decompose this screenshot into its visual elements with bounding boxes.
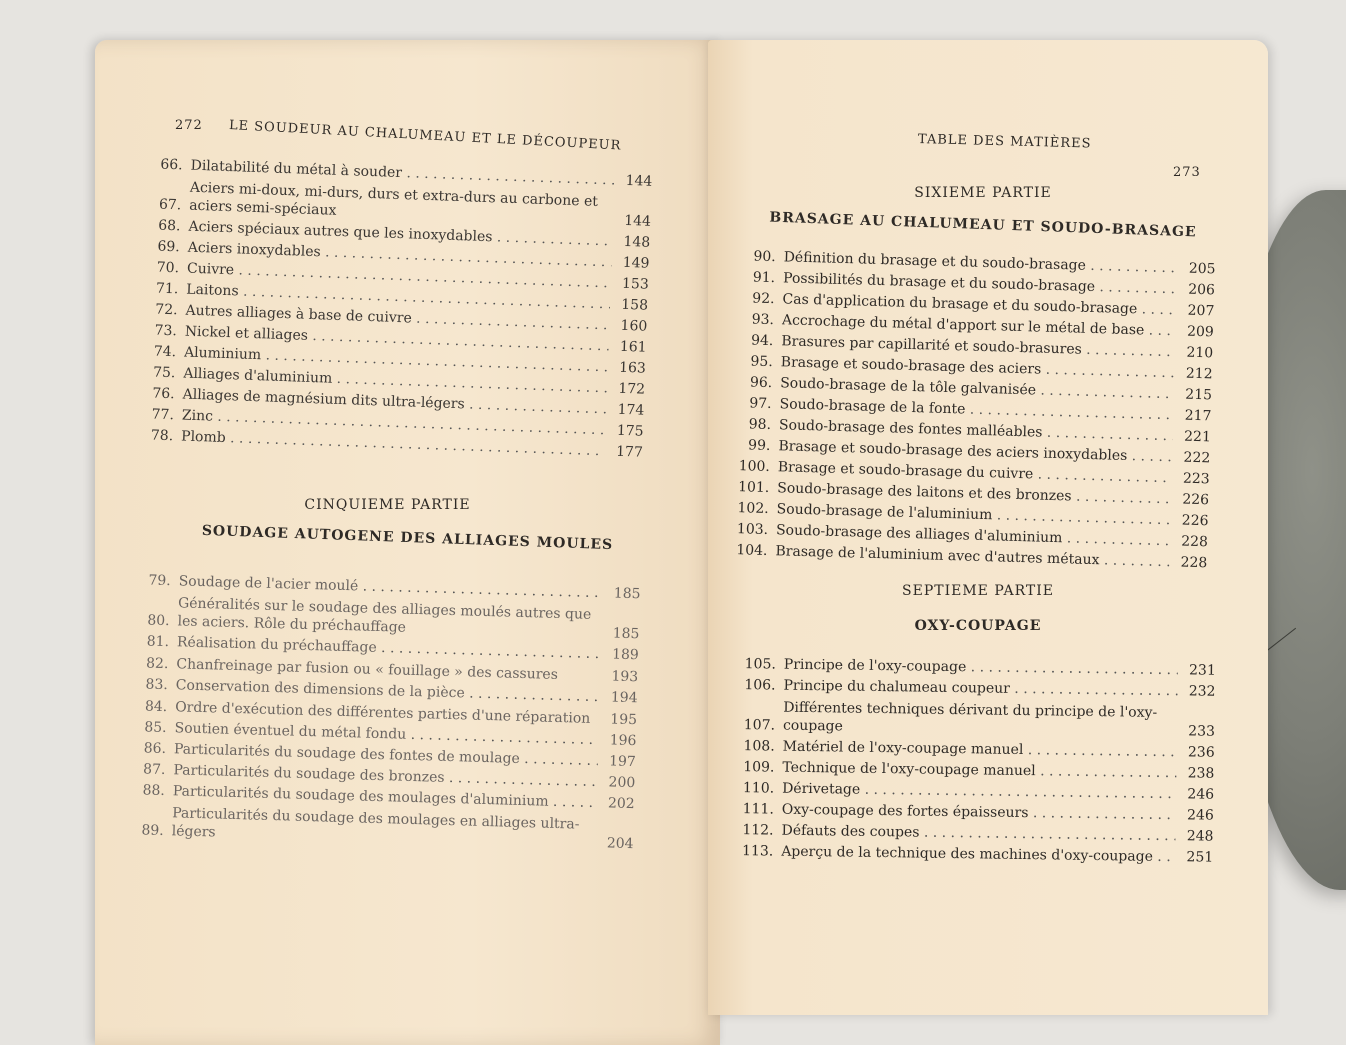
toc-entry-title: Ordre d'exécution des différentes parties d'une réparation	[174, 699, 591, 727]
toc-entry-page: 200	[608, 774, 636, 792]
toc-entry-number: 79.	[148, 572, 171, 590]
toc-entry-number: 75.	[152, 364, 176, 382]
toc-entry-number: 109.	[743, 759, 775, 776]
toc-entry-title: Matériel de l'oxy-coupage manuel . . .	[783, 737, 1177, 763]
toc-entry-page: 210	[1186, 344, 1214, 362]
toc-entry-title: Soutien éventuel du métal fondu . . .	[174, 718, 598, 751]
toc-entry-number: 106.	[744, 677, 776, 694]
toc-entry-title: Zinc . . .	[182, 406, 606, 442]
toc-entry-number: 96.	[749, 374, 773, 392]
toc-entry-page: 189	[611, 646, 640, 664]
toc-entry-title: Accrochage du métal d'apport sur le métal de base . . .	[782, 310, 1176, 342]
toc-entry-page: 228	[1180, 554, 1208, 572]
toc-entry-page: 196	[609, 732, 637, 750]
toc-entry-number: 97.	[749, 395, 772, 413]
toc-entry-number: 111.	[742, 801, 774, 818]
toc-entry-page: 251	[1186, 849, 1214, 866]
right-part-label: SIXIEME PARTIE	[914, 185, 1052, 201]
toc-entry-title: Particularités du soudage des fontes de moulage . . .	[174, 739, 598, 772]
toc-entry-title: Soudo-brasage des fontes malléables . . .	[779, 415, 1173, 447]
toc-entry-title: Alliages d'aluminium . . .	[183, 364, 607, 400]
toc-entry-page: 177	[615, 443, 644, 461]
toc-entry-number: 71.	[155, 280, 179, 298]
toc-entry-page: 233	[1188, 723, 1216, 740]
toc-entry-title: Dérivetage . . .	[782, 779, 1176, 805]
toc-entry-number: 69.	[157, 238, 181, 256]
toc-entry-page: 246	[1186, 807, 1214, 824]
toc-entry-title: Dilatabilité du métal à souder . . .	[190, 156, 614, 192]
toc-entry-page: 206	[1188, 281, 1216, 299]
toc-entry-number: 110.	[742, 780, 775, 797]
toc-entry-title: Possibilités du brasage et du soudo-brasage . . .	[783, 268, 1177, 300]
toc-entry-page: 205	[1188, 260, 1216, 278]
toc-entry-page: 175	[616, 422, 644, 440]
toc-entry-title: Laitons . . .	[186, 280, 610, 316]
toc-entry-title: Plomb . . .	[181, 427, 605, 463]
toc-entry-title: Réalisation du préchauffage . . .	[177, 632, 601, 665]
toc-entry-page: 207	[1187, 302, 1215, 320]
toc-entry-page: 202	[607, 795, 635, 813]
toc-entry-page: 226	[1182, 491, 1210, 509]
toc-entry-title: Principe de l'oxy-coupage . . .	[784, 655, 1178, 681]
toc-entry-number: 87.	[142, 761, 166, 779]
toc-entry-title: Différentes techniques dérivant du principe de l'oxy-coupage	[782, 699, 1158, 735]
toc-entry-page: 221	[1183, 428, 1212, 446]
toc-entry-title: Soudo-brasage de l'aluminium . . .	[776, 499, 1170, 531]
toc-entry-number: 81.	[146, 633, 170, 651]
toc-entry-title: Soudo-brasage de la fonte . . .	[779, 394, 1173, 426]
toc-entry-page: 231	[1188, 662, 1216, 679]
toc-entry-page: 223	[1182, 470, 1210, 488]
toc-entry-number: 104.	[736, 542, 768, 559]
toc-entry-title: Brasage et soudo-brasage du cuivre . . .	[778, 457, 1172, 489]
toc-entry-title: Cuivre . . .	[187, 259, 611, 295]
toc-entry-number: 100.	[738, 458, 771, 476]
toc-entry-page: 185	[612, 625, 640, 643]
toc-entry-page: 209	[1186, 323, 1214, 341]
left-part-label: CINQUIEME PARTIE	[304, 497, 471, 513]
toc-entry-title: Principe du chalumeau coupeur . . .	[783, 676, 1177, 702]
toc-entry-title: Chanfreinage par fusion ou « fouillage » des cassures	[176, 656, 559, 683]
left-toc-bottom	[123, 570, 640, 855]
toc-entry-page: 172	[618, 380, 646, 398]
toc-entry-number: 107.	[743, 717, 776, 734]
toc-entry-page: 161	[619, 338, 647, 356]
toc-entry-number: 89.	[141, 822, 164, 840]
toc-entry-title: Aperçu de la technique des machines d'oxy-coupage . . .	[781, 842, 1175, 868]
toc-entry-number: 105.	[744, 656, 776, 673]
left-page-number: 272	[175, 118, 203, 133]
toc-entry-page: 215	[1185, 386, 1213, 404]
toc-entry-page: 195	[610, 711, 638, 729]
toc-entry-page: 204	[606, 835, 634, 853]
toc-entry-title: Aciers spéciaux autres que les inoxydables . . .	[188, 217, 612, 253]
toc-entry-title: Cas d'application du brasage et du soudo-brasage . . .	[782, 289, 1176, 321]
toc-entry-page: 174	[617, 401, 645, 419]
toc-entry-number: 78.	[150, 427, 174, 445]
toc-entry-page: 222	[1183, 449, 1211, 467]
right-running-head: TABLE DES MATIÈRES	[917, 132, 1092, 152]
right-toc-bottom	[733, 654, 1216, 869]
toc-entry-title: Aluminium . . .	[184, 343, 608, 379]
toc-entry-number: 83.	[145, 676, 169, 694]
toc-entry-page: 217	[1184, 407, 1212, 425]
toc-entry-page: 153	[621, 275, 650, 293]
toc-entry-title: Particularités du soudage des bronzes . . .	[173, 760, 597, 793]
toc-entry-title: Soudo-brasage de la tôle galvanisée . . .	[780, 373, 1174, 405]
toc-entry-title: Définition du brasage et du soudo-brasage . . .	[783, 247, 1177, 279]
toc-entry-number: 94.	[750, 332, 774, 350]
toc-entry-number: 72.	[155, 301, 178, 319]
toc-entry-page: 246	[1187, 786, 1215, 803]
toc-entry-number: 84.	[144, 698, 168, 716]
toc-entry-page: 238	[1187, 765, 1215, 782]
toc-entry-title: Autres alliages à base de cuivre . . .	[185, 301, 609, 337]
toc-entry-page: 226	[1181, 512, 1209, 530]
left-page	[95, 40, 720, 1045]
right-page	[708, 40, 1268, 1015]
toc-entry-number: 70.	[156, 259, 180, 277]
toc-entry-title: Brasage de l'aluminium avec d'autres métaux . . .	[775, 541, 1169, 573]
toc-entry-title: Aciers mi-doux, mi-durs, durs et extra-durs au carbone et aciers semi-spéciaux	[188, 179, 599, 219]
toc-entry-title: Technique de l'oxy-coupage manuel . . .	[782, 758, 1176, 784]
toc-entry-title: Particularités du soudage des moulages en alliages ultra-légers	[171, 805, 580, 841]
toc-entry-page: 197	[608, 753, 637, 771]
toc-entry-page: 228	[1180, 533, 1209, 551]
toc-entry-number: 80.	[147, 612, 170, 630]
right-toc-top	[727, 246, 1216, 574]
right-part2-heading: OXY-COUPAGE	[914, 618, 1042, 634]
toc-entry-number: 113.	[741, 843, 774, 860]
toc-entry-page: 160	[620, 317, 648, 335]
toc-entry-page: 163	[618, 359, 647, 377]
toc-entry-number: 93.	[751, 311, 775, 329]
toc-entry-page: 194	[610, 689, 638, 707]
toc-entry-number: 76.	[152, 385, 175, 403]
toc-entry-page: 193	[611, 668, 639, 686]
toc-entry-number: 68.	[157, 217, 181, 235]
toc-entry-number: 91.	[752, 269, 776, 287]
toc-entry-number: 67.	[158, 196, 182, 214]
right-part2-label: SEPTIEME PARTIE	[902, 583, 1054, 599]
toc-entry-number: 92.	[752, 290, 775, 308]
toc-entry-page: 149	[622, 254, 650, 272]
toc-entry-title: Brasures par capillarité et soudo-brasures . . .	[781, 331, 1175, 363]
toc-entry-title: Soudo-brasage des alliages d'aluminium . . .	[776, 520, 1170, 552]
toc-entry-title: Nickel et alliages . . .	[184, 322, 608, 358]
toc-entry-number: 95.	[750, 353, 773, 371]
toc-entry-title: Oxy-coupage des fortes épaisseurs . . .	[782, 800, 1176, 826]
toc-entry-title: Soudage de l'acier moulé . . .	[178, 571, 602, 604]
toc-entry-title: Conservation des dimensions de la pièce . . .	[175, 675, 599, 708]
toc-entry-number: 82.	[145, 655, 169, 673]
toc-entry-number: 88.	[142, 782, 166, 800]
toc-entry-title: Alliages de magnésium dits ultra-légers . . .	[182, 385, 606, 421]
toc-entry-number: 103.	[736, 521, 769, 539]
toc-entry-number: 85.	[144, 719, 167, 737]
left-part-heading: SOUDAGE AUTOGENE DES ALLIAGES MOULES	[201, 522, 614, 554]
toc-entry-page: 212	[1185, 365, 1213, 383]
toc-entry-number: 112.	[742, 822, 774, 839]
toc-entry-title: Soudo-brasage des laitons et des bronzes . . .	[777, 478, 1171, 510]
toc-entry-page: 236	[1187, 744, 1215, 761]
toc-entry-number: 73.	[154, 322, 178, 340]
toc-entry-number: 66.	[160, 156, 183, 174]
stone-crack	[1264, 628, 1296, 653]
toc-entry-number: 77.	[151, 406, 175, 424]
toc-entry-number: 90.	[753, 248, 776, 266]
toc-entry-page: 144	[625, 172, 653, 190]
toc-entry-number: 98.	[748, 416, 772, 434]
toc-entry-page: 185	[613, 585, 641, 603]
toc-entry-page: 148	[623, 233, 651, 251]
toc-entry-number: 99.	[747, 437, 771, 455]
right-page-number: 273	[1173, 165, 1201, 180]
toc-entry-number: 102.	[737, 500, 769, 518]
toc-entry-page: 232	[1188, 683, 1216, 700]
toc-entry-page: 248	[1186, 828, 1214, 845]
toc-entry	[735, 696, 1216, 743]
toc-entry-number: 86.	[143, 740, 167, 758]
left-toc-top	[133, 154, 653, 464]
toc-entry-title: Brasage et soudo-brasage des aciers inoxydables . . .	[778, 436, 1172, 468]
right-part-heading: BRASAGE AU CHALUMEAU ET SOUDO-BRASAGE	[769, 209, 1197, 241]
toc-entry-number: 101.	[737, 479, 770, 497]
toc-entry-number: 108.	[743, 738, 775, 755]
toc-entry-title: Généralités sur le soudage des alliages moulés autres que les aciers. Rôle du préchauffage	[177, 595, 592, 636]
toc-entry-number: 74.	[153, 343, 177, 361]
toc-entry-page: 158	[621, 296, 649, 314]
toc-entry-title: Aciers inoxydables . . .	[187, 238, 611, 274]
toc-entry-title: Défauts des coupes . . .	[781, 821, 1175, 847]
toc-entry-title: Brasage et soudo-brasage des aciers . . .	[780, 352, 1174, 384]
toc-entry-page: 144	[623, 212, 652, 230]
toc-entry-title: Particularités du soudage des moulages d'aluminium . . .	[173, 781, 597, 814]
left-running-head: LE SOUDEUR AU CHALUMEAU ET LE DÉCOUPEUR	[228, 118, 622, 154]
